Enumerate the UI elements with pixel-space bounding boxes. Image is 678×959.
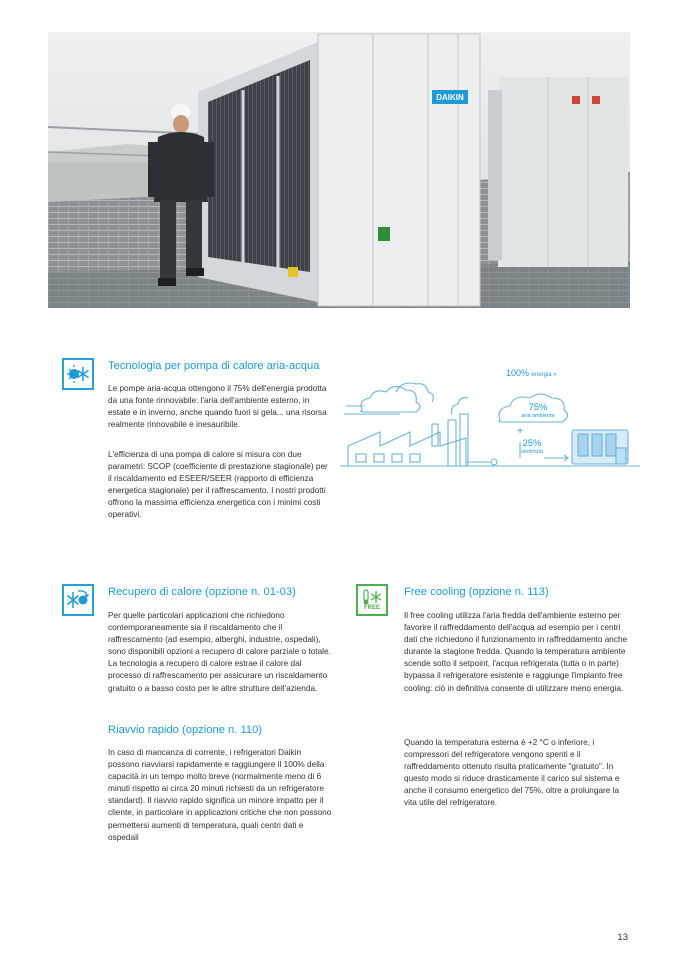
free-cooling-icon [356,584,388,616]
fast-restart-paragraph: In caso di mancanza di corrente, i refrigeratori Daikin possono riavviarsi rapidamente e raggiungere il 100% della capacità in un tempo molto breve (normalmente meno di 6 minuti rispetto ai circa 20 minuti richiesti da un refrigeratore standard). Il riavvio rapido significa un minore impatto per il cliente, in particolare in applicazioni critiche che non possono permettersi aumenti di temperatura, quali centri dati e ospedali [108,748,332,842]
rooftop-chillers-illustration [48,32,630,308]
electric-percent: 25% [522,438,542,449]
free-badge: FREE [363,604,380,611]
heat-recovery-icon [62,584,94,616]
heat-recovery-title: Recupero di calore (opzione n. 01-03) [108,586,296,598]
ambient-percent: 75% [528,402,548,413]
fast-restart-title: Riavvio rapido (opzione n. 110) [108,724,263,736]
energy-label: energia » [531,372,557,378]
heat-recovery-paragraph: Per quelle particolari applicazioni che richiedono contemporaneamente sia il riscaldamento che il raffrescamento (ad esempio, alberghi, industrie, ospedali), sono disponibili opzioni a recupero di calore parziale o totale. La tecnologia a recupero di calore estrae il calore dal processo di raffrescamento per assicurare un riscaldamento gratuito o a basso costo per le altre strutture dell'azienda. [108,611,331,693]
energy-diagram [340,362,640,477]
plus-sign: + [517,426,523,437]
heat-pump-paragraph-1: Le pompe aria-acqua ottengono il 75% dell'energia prodotta da una fonte rinnovabile: l'aria dell'ambiente esterno, in estate e in inverno, anche quando fuori si gela... una risorsa realmente rinnovabile e inesauribile. [108,384,327,430]
heat-pump-title: Tecnologia per pompa di calore aria-acqua [108,360,320,372]
brand-label: DAIKIN [436,93,464,102]
factory-cloud-diagram [340,362,640,477]
energy-percent: 100% [506,368,530,378]
hero-photo [48,32,630,308]
sun-snowflake-icon [62,358,94,390]
page-number: 13 [617,932,628,943]
free-cooling-paragraph-1: Il free cooling utilizza l'aria fredda dell'ambiente esterno per favorire il raffreddamento dell'acqua ad esempio per i centri dati che richiedono il funzionamento in raffreddamento anche durante la stagione fredda. Quando la temperatura ambiente scende sotto il setpoint, l'acqua refrigerata (tutta o in parte) bypassa il refrigeratore esistente e raggiunge l'impianto free cooling: ciò in definitiva consente di utilizzare meno energia. [404,611,628,693]
electric-label: elettricità [520,449,543,455]
free-cooling-title: Free cooling (opzione n. 113) [404,586,549,598]
heat-pump-paragraph-2: L'efficienza di una pompa di calore si misura con due parametri: SCOP (coefficiente di prestazione stagionale) per il riscaldamento ed ESEER/SEER (rapporto di efficienza energetica stagionale) per il raffrescamento. I nostri prodotti offrono la massima efficienza energetica con i minimi costi operativi. [108,450,328,520]
free-cooling-paragraph-2: Quando la temperatura esterna è +2 °C o inferiore, i compressori del refrigeratore vengono spenti e il raffreddamento ottenuto risulta praticamente "gratuito". In questo modo si riduce drasticamente il carico sul sistema e anche il consumo energetico del 75%, oltre a prolungare la vita utile del refrigeratore. [404,738,620,808]
ambient-label: aria ambiente [521,413,555,419]
